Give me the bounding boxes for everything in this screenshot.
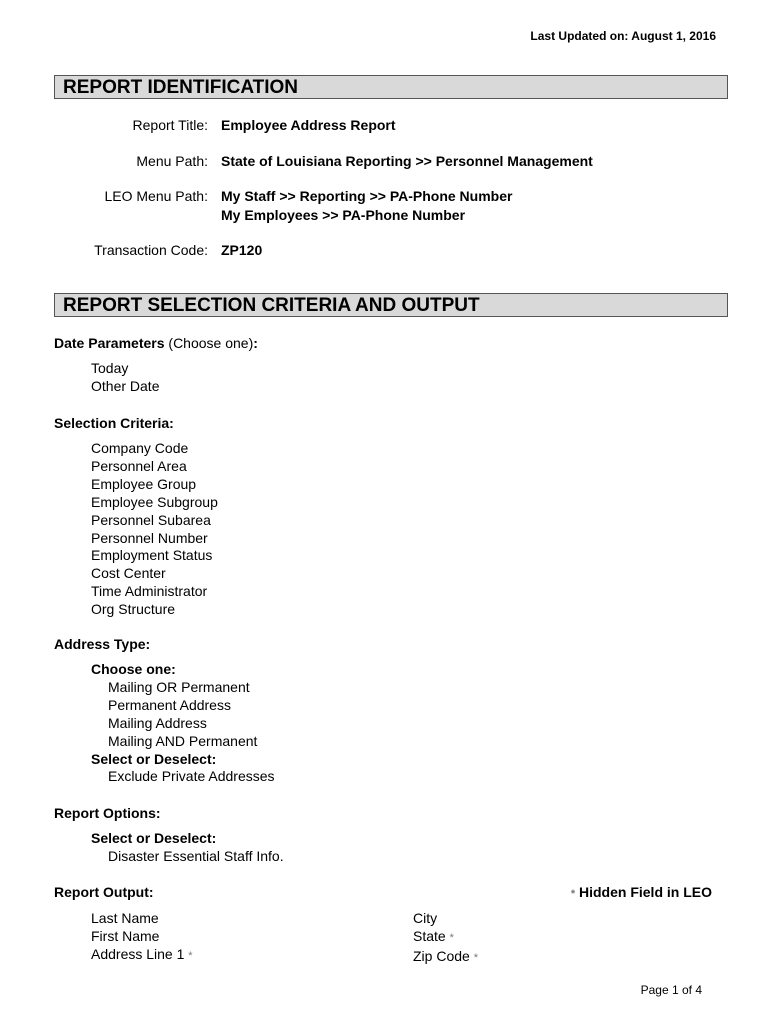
list-item: Mailing AND Permanent — [108, 732, 258, 749]
list-item: Permanent Address — [108, 696, 231, 713]
list-item: Employment Status — [91, 547, 213, 564]
date-parameters-list — [91, 360, 159, 396]
page-number: Page 1 of 4 — [640, 983, 702, 997]
report-title-label: Report Title: — [132, 117, 208, 133]
menu-path-value: State of Louisiana Reporting >> Personnel Management — [221, 153, 593, 169]
list-item: Mailing OR Permanent — [108, 678, 250, 695]
list-item: Employee Group — [91, 475, 197, 492]
report-options-list — [91, 830, 284, 866]
select-deselect-label: Select or Deselect: — [91, 830, 217, 846]
list-item: First Name — [91, 927, 160, 944]
list-item: Last Name — [91, 910, 159, 926]
section-selection-criteria — [54, 293, 728, 317]
date-parameters-note: (Choose one) — [164, 335, 254, 351]
list-item — [413, 948, 478, 968]
asterisk-symbol: * — [188, 949, 193, 962]
list-item: Cost Center — [91, 565, 166, 582]
list-item: Org Structure — [91, 601, 176, 618]
list-item: Employee Subgroup — [91, 493, 218, 510]
leo-menu-path-label: LEO Menu Path: — [104, 188, 208, 204]
list-item-label: Zip Code — [413, 947, 470, 964]
transaction-code-label: Transaction Code: — [94, 242, 208, 258]
menu-path-label: Menu Path: — [136, 153, 208, 169]
list-item: Personnel Subarea — [91, 511, 211, 528]
address-type-heading: Address Type: — [54, 636, 151, 652]
date-parameters-label: Date Parameters — [54, 335, 165, 351]
hidden-field-note — [571, 884, 712, 900]
choose-one-label: Choose one: — [91, 661, 176, 677]
list-item: Personnel Number — [91, 529, 208, 546]
last-updated: Last Updated on: August 1, 2016 — [530, 29, 716, 43]
list-item: Time Administrator — [91, 583, 208, 600]
asterisk-symbol: * — [473, 951, 478, 964]
list-item: Today — [91, 360, 129, 376]
report-title-value: Employee Address Report — [221, 117, 396, 133]
list-item: Other Date — [91, 377, 160, 394]
report-options-heading: Report Options: — [54, 805, 161, 821]
section-title: REPORT SELECTION CRITERIA AND OUTPUT — [63, 295, 480, 316]
report-output-col2 — [413, 910, 478, 968]
list-item: Disaster Essential Staff Info. — [108, 847, 284, 864]
list-item: Personnel Area — [91, 457, 187, 474]
select-deselect-label: Select or Deselect: — [91, 750, 217, 767]
selection-criteria-heading: Selection Criteria: — [54, 415, 174, 431]
section-title: REPORT IDENTIFICATION — [63, 77, 299, 98]
list-item-label: Address Line 1 — [91, 945, 185, 962]
list-item-label: State — [413, 927, 446, 944]
report-output-col1 — [91, 910, 193, 966]
selection-criteria-list — [91, 440, 218, 619]
list-item: Exclude Private Addresses — [108, 768, 275, 785]
transaction-code-value: ZP120 — [221, 242, 263, 258]
list-item: City — [413, 910, 438, 926]
address-type-list — [91, 661, 275, 786]
date-parameters-heading — [54, 335, 258, 351]
asterisk-symbol: * — [449, 931, 454, 944]
report-output-heading: Report Output: — [54, 884, 154, 900]
list-item — [91, 946, 193, 966]
date-parameters-colon: : — [253, 335, 258, 351]
list-item: Company Code — [91, 440, 189, 456]
section-report-identification — [54, 75, 728, 99]
asterisk-symbol: * — [570, 888, 576, 900]
leo-menu-path-value-1: My Staff >> Reporting >> PA-Phone Number — [221, 188, 513, 204]
hidden-field-note-text: Hidden Field in LEO — [579, 884, 712, 900]
list-item: Mailing Address — [108, 714, 207, 731]
list-item — [413, 928, 478, 948]
leo-menu-path-value-2: My Employees >> PA-Phone Number — [221, 207, 466, 223]
